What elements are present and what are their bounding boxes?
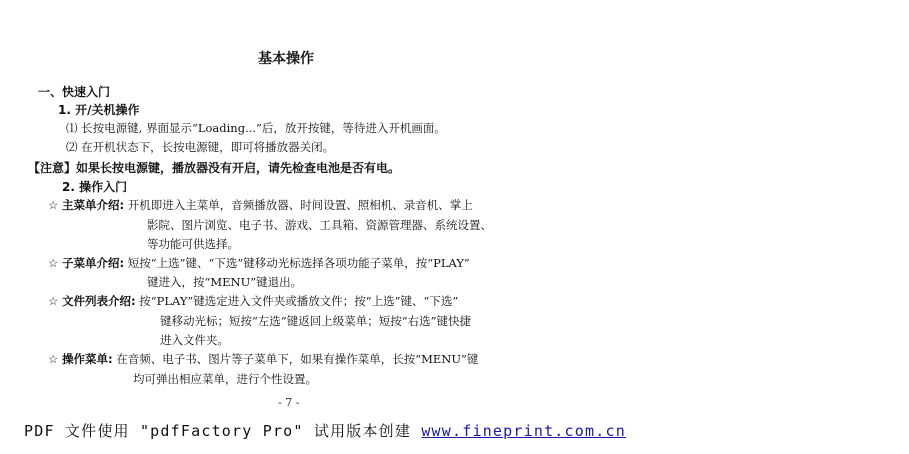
star-bullet-icon: ☆ [48, 198, 59, 212]
footer-link[interactable]: www.fineprint.com.cn [421, 422, 626, 440]
subheading-getting-started: 2. 操作入门 [62, 180, 128, 194]
main-menu-label: 主菜单介绍: [61, 198, 125, 212]
main-menu-entry [48, 200, 473, 212]
op-menu-entry [48, 354, 478, 366]
page-number: - 7 - [278, 396, 300, 409]
footer-text: PDF 文件使用 "pdfFactory Pro" 试用版本创建 [24, 422, 412, 440]
pdf-footer [24, 424, 626, 439]
main-menu-desc-line-2: 影院、图片浏览、电子书、游戏、工具箱、资源管理器、系统设置、 [147, 218, 492, 232]
star-bullet-icon: ☆ [48, 352, 59, 366]
file-list-desc-line-2: 键移动光标；短按“左选”键返回上级菜单；短按“右选”键快捷 [160, 314, 472, 328]
op-menu-desc-line-1: 在音频、电子书、图片等子菜单下，如果有操作菜单，长按“MENU”键 [116, 352, 479, 366]
file-list-entry [48, 296, 458, 308]
main-menu-desc-line-1: 开机即进入主菜单，音频播放器、时间设置、照相机、录音机、掌上 [127, 198, 473, 212]
file-list-desc-line-3: 进入文件夹。 [160, 333, 229, 347]
file-list-desc-line-1: 按“PLAY”键选定进入文件夹或播放文件；按“上选”键、“下选” [139, 294, 459, 308]
section-heading-quick-start: 一、快速入门 [38, 85, 111, 99]
sub-menu-label: 子菜单介绍: [61, 256, 125, 270]
file-list-label: 文件列表介绍: [61, 294, 136, 308]
star-bullet-icon: ☆ [48, 256, 59, 270]
subheading-power-on-off: 1. 开/关机操作 [58, 103, 140, 117]
sub-menu-desc-line-1: 短按“上选”键、“下选”键移动光标选择各项功能子菜单，按“PLAY” [127, 256, 470, 270]
note-text: 【注意】如果长按电源键，播放器没有开启，请先检查电池是否有电。 [28, 161, 401, 175]
op-menu-label: 操作菜单: [61, 352, 113, 366]
sub-menu-desc-line-2: 键进入，按“MENU”键退出。 [147, 275, 303, 289]
main-menu-desc-line-3: 等功能可供选择。 [147, 237, 239, 251]
power-item-2: ⑵ 在开机状态下，长按电源键，即可将播放器关闭。 [66, 140, 335, 154]
star-bullet-icon: ☆ [48, 294, 59, 308]
op-menu-desc-line-2: 均可弹出相应菜单，进行个性设置。 [133, 372, 317, 386]
power-item-1: ⑴ 长按电源键, 界面显示“Loading...”后，放开按键，等待进入开机画面。 [66, 121, 446, 135]
page-title: 基本操作 [258, 51, 314, 67]
sub-menu-entry [48, 258, 470, 270]
